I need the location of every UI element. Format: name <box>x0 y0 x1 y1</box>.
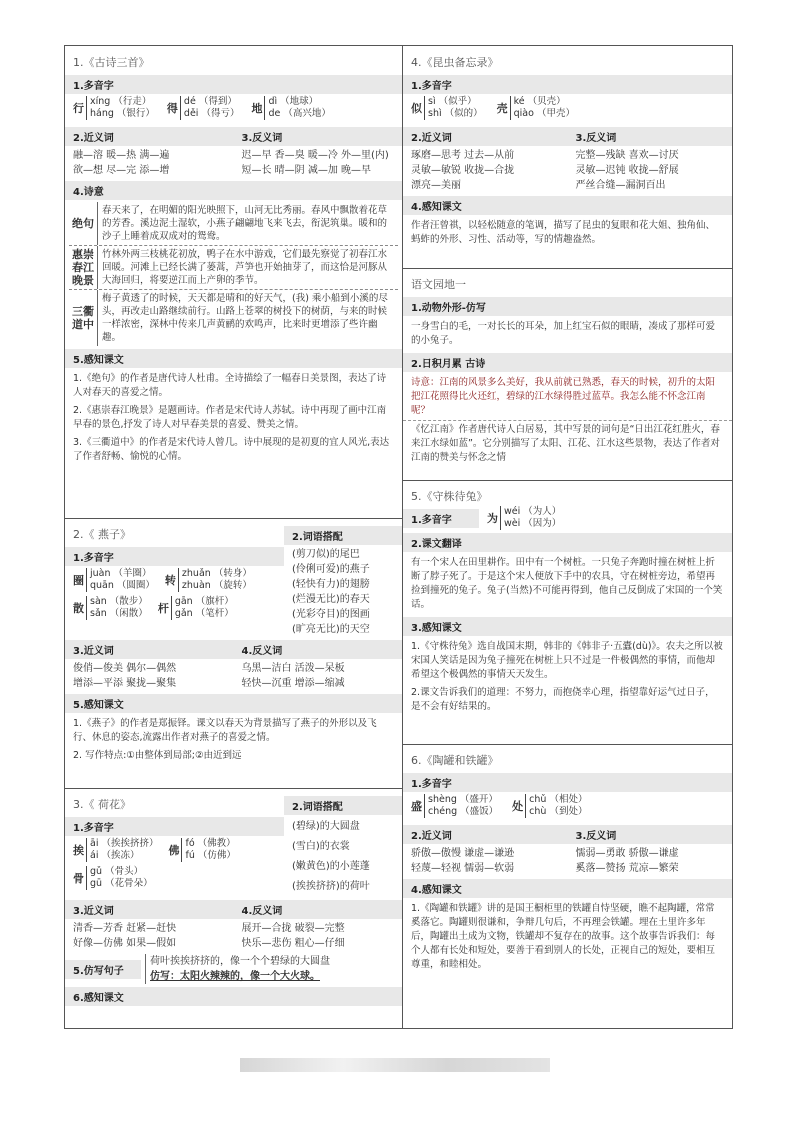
poly-item: 似 sì （似乎） shì （似的） <box>411 96 483 119</box>
collocation: (雪白)的衣裳 <box>292 841 350 852</box>
section-title: 5.《守株待兔》 <box>411 490 488 503</box>
heading-polyphone: 1.多音字 <box>403 509 479 528</box>
antonym-line: 迟—早 香—臭 暖—冷 外—里(内) <box>241 150 389 161</box>
poly-item: 处 chǔ （相处） chù （到处） <box>512 794 588 817</box>
section-hehua <box>65 788 402 1028</box>
poly-item: 转 zhuǎn （转身） zhuàn （旋转） <box>164 568 252 591</box>
section-gushi <box>65 46 402 519</box>
heading-polyphone: 1.多音字 <box>65 547 284 566</box>
heading-synonym: 2.近义词 <box>403 127 568 146</box>
collocation: (轻快有力)的翅膀 <box>292 579 370 590</box>
know-line: 3.《三衢道中》的作者是宋代诗人曾几。诗中展现的是初夏的宜人风光,表达了作者舒畅、愉悦的心情。 <box>73 437 390 462</box>
section-title: 语文园地一 <box>411 278 466 291</box>
heading-antonym: 4.反义词 <box>234 900 403 919</box>
poly-item: 行 xíng （行走） háng （银行） <box>73 96 155 119</box>
heading-polyphone: 1.多音字 <box>403 773 732 792</box>
antonym-line: 奚落—赞扬 荒凉—繁荣 <box>575 863 679 874</box>
section-title: 1.《古诗三首》 <box>73 56 150 69</box>
poem-body: 春天来了，在明媚的阳光映照下，山河无比秀丽。春风中飘散着花草的芳香。溪边泥土湿软，小燕子翩翩地飞来飞去，衔泥筑巢。暖和的沙子上睡着成双成对的鸳鸯。 <box>97 202 398 245</box>
heading-know: 5.感知课文 <box>65 694 402 713</box>
section-kunchong <box>403 46 732 269</box>
know-text: 1.《陶罐和铁罐》讲的是国王橱柜里的铁罐自恃坚硬，瞧不起陶罐，常常奚落它。陶罐则很谦和，争辩几句后，不再理会铁罐。埋在土里许多年后，陶罐出土成为文物，铁罐却不复存在的故事。这个故事告诉我们：每个人都有长处和短处，要善于看到别人的长处，正视自己的短处，要相互尊重，和睦相处。 <box>411 903 716 970</box>
poly-item: 散 sàn （散步） sǎn （闲散） <box>73 596 148 619</box>
heading-polyphone: 1.多音字 <box>65 75 402 94</box>
collocation: (挨挨挤挤)的荷叶 <box>292 881 370 892</box>
collocation: (碧绿)的大圆盘 <box>292 821 360 832</box>
antonym-line: 乌黑—洁白 活泼—呆板 <box>241 663 345 674</box>
right-column <box>403 46 732 1028</box>
section-yuwen-yuandi <box>403 268 732 481</box>
heading-polyphone: 1.多音字 <box>65 817 284 836</box>
section-shouzhudaitu <box>403 480 732 745</box>
antonym-line: 灵敏—迟钝 收拢—舒展 <box>575 165 679 176</box>
poem-title: 惠崇春江晚景 <box>72 248 94 287</box>
heading-collocation: 2.词语搭配 <box>284 526 402 545</box>
heading-know: 4.感知课文 <box>403 196 732 215</box>
antonym-line: 快乐—悲伤 粗心—仔细 <box>241 938 345 949</box>
poem-note: 《忆江南》作者唐代诗人白居易，其中写景的词句是“日出江花红胜火，春来江水绿如蓝”。它分别描写了太阳、江花、江水这些景物，表达了作者对江南的赞美与怀念之情 <box>403 420 732 467</box>
poly-item: 圈 juàn （羊圈） quān （圆圈） <box>73 568 155 591</box>
collocation: (伶俐可爱)的燕子 <box>292 564 370 575</box>
heading-imitation: 5.仿写句子 <box>65 960 141 979</box>
section-title: 2.《 燕子》 <box>73 528 131 541</box>
antonym-line: 展开—合拢 破裂—完整 <box>241 923 345 934</box>
collocation: (剪刀似)的尾巴 <box>292 549 360 560</box>
synonym-line: 欲—想 尽—完 添—增 <box>73 165 170 176</box>
poem-meaning: 诗意：江南的风景多么美好，我从前就已熟悉，春天的时候，初升的太阳把江花照得比火还红，碧绿的江水绿得胜过蓝草。我怎么能不怀念江南呢？ <box>411 377 716 416</box>
translation-text: 有一个宋人在田里耕作。田中有一个树桩。一只兔子奔跑时撞在树桩上折断了脖子死了。于是这个宋人便放下手中的农具，守在树桩旁边，希望再捡到撞死的兔子。兔子(当然)不可能再得到，他自己反倒成了宋国的一个笑话。 <box>411 557 723 610</box>
poly-item: 地 dì （地球） de （高兴地） <box>251 96 331 119</box>
heading-collocation: 2.词语搭配 <box>284 796 402 815</box>
antonym-line: 懦弱—勇敢 骄傲—谦虚 <box>575 848 679 859</box>
heading-polyphone: 1.多音字 <box>403 75 732 94</box>
poly-item: 挨 āi （挨挨挤挤） ái （挨冻） <box>73 838 159 861</box>
section-yanzi <box>65 518 402 789</box>
section-title: 4.《昆虫备忘录》 <box>411 56 499 69</box>
poly-item: 杆 gān （旗杆） gǎn （笔杆） <box>157 596 234 619</box>
synonym-line: 清香—芳香 赶紧—赶快 <box>73 923 177 934</box>
antonym-line: 完整—残缺 喜欢—讨厌 <box>575 150 679 161</box>
heading-know: 4.感知课文 <box>403 879 732 898</box>
antonym-line: 严丝合缝—漏洞百出 <box>575 180 666 191</box>
poly-item: 骨 gǔ （骨头） gū （花骨朵） <box>73 866 153 889</box>
section-taoguan <box>403 744 732 1028</box>
know-line: 2. 写作特点:①由整体到局部;②由近到远 <box>73 750 242 761</box>
synonym-line: 灵敏—敏锐 收拢—合拢 <box>411 165 515 176</box>
synonym-line: 俊俏—俊美 偶尔—偶然 <box>73 663 177 674</box>
poly-item: 为 wéi （为人） wèi （因为） <box>487 506 562 529</box>
antonym-line: 轻快—沉重 增添—缩减 <box>241 678 345 689</box>
poly-item: 佛 fó （佛教） fú （仿佛） <box>168 838 236 861</box>
know-line: 2.《惠崇春江晚景》是题画诗。作者是宋代诗人苏轼。诗中再现了画中江南早春的景色,抒发了诗人对早春美景的喜爱、赞美之情。 <box>73 405 387 430</box>
poem-title: 绝句 <box>72 217 94 230</box>
poly-item: 盛 shèng （盛开） chéng （盛饭） <box>411 794 499 817</box>
know-text: 作者汪曾祺，以轻松随意的笔调，描写了昆虫的复眼和花大姐、独角仙、蚂蚱的外形、习性、活动等，写的情趣盎然。 <box>411 220 716 245</box>
heading-antonym: 3.反义词 <box>568 825 733 844</box>
collocation: (旷亮无比)的天空 <box>292 624 370 635</box>
collocation: (嫩黄色)的小莲蓬 <box>292 861 370 872</box>
heading-synonym: 2.近义词 <box>65 127 234 146</box>
synonym-line: 漂亮—美丽 <box>411 180 461 191</box>
synonym-line: 融—溶 暖—热 满—遍 <box>73 150 170 161</box>
heading-synonym: 3.近义词 <box>65 640 234 659</box>
poly-item: 得 dé （得到） děi （得亏） <box>166 96 240 119</box>
heading-poem: 2.日积月累 古诗 <box>403 353 732 372</box>
heading-translation: 2.课文翻译 <box>403 533 732 552</box>
poly-item: 壳 ké （贝壳） qiào （甲壳） <box>496 96 575 119</box>
synonym-line: 骄傲—傲慢 谦虚—谦逊 <box>411 848 515 859</box>
poem-block <box>69 246 398 290</box>
know-line: 1.《燕子》的作者是郑振铎。课文以春天为背景描写了燕子的外形以及飞行、休息的姿态,流露出作者对燕子的喜爱之情。 <box>73 718 377 743</box>
know-line: 2.课文告诉我们的道理：不努力，而抱侥幸心理，指望靠好运气过日子，是不会有好结果的。 <box>411 687 715 712</box>
section-title: 3.《 荷花》 <box>73 798 131 811</box>
heading-imitation: 1.动物外形-仿写 <box>403 297 732 316</box>
poem-block <box>69 290 398 346</box>
synonym-line: 轻蔑—轻视 懦弱—软弱 <box>411 863 515 874</box>
heading-antonym: 3.反义词 <box>568 127 733 146</box>
heading-know: 3.感知课文 <box>403 617 732 636</box>
heading-synonym: 3.近义词 <box>65 900 234 919</box>
imitation-answer: 仿写：太阳火辣辣的，像一个大火球。 <box>150 971 320 982</box>
synonym-line: 增添—平添 聚拢—聚集 <box>73 678 177 689</box>
left-column <box>65 46 403 1028</box>
synonym-line: 好像—仿佛 如果—假如 <box>73 938 177 949</box>
poem-title: 三衢道中 <box>72 305 94 331</box>
imitation-source: 荷叶挨挨挤挤的，像一个个碧绿的大圆盘 <box>150 956 330 967</box>
collocation: (烂漫无比)的春天 <box>292 594 370 605</box>
worksheet-frame <box>64 45 733 1029</box>
heading-know: 6.感知课文 <box>65 987 402 1006</box>
antonym-line: 短—长 晴—阴 减—加 晚—早 <box>241 165 372 176</box>
heading-poem-meaning: 4.诗意 <box>65 181 402 200</box>
blurred-watermark <box>240 1058 550 1072</box>
heading-know: 5.感知课文 <box>65 349 402 368</box>
section-title: 6.《陶罐和铁罐》 <box>411 754 499 767</box>
collocation: (光彩夺目)的图画 <box>292 609 370 620</box>
poem-block <box>69 202 398 246</box>
heading-antonym: 3.反义词 <box>234 127 403 146</box>
poem-body: 竹林外两三枝桃花初放，鸭子在水中游戏，它们最先察觉了初春江水回暖。河滩上已经长满了蒌蒿，芦笋也开始抽芽了，而这恰是河豚从大海回归，将要逆江而上产卵的季节。 <box>97 246 398 289</box>
know-line: 1.《守株待兔》选自战国末期，韩非的《韩非子·五蠹(dù)》。农夫之所以被宋国人笑话是因为兔子撞死在树桩上只不过是一件极偶然的事情，而他却希望这个极偶然的事情天天发生。 <box>411 641 723 680</box>
imitation-text: 一身雪白的毛，一对长长的耳朵，加上红宝石似的眼睛，凑成了那样可爱的小兔子。 <box>411 321 716 346</box>
poem-body: 梅子黄透了的时候，天天都是晴和的好天气，(我) 乘小船到小溪的尽头，再改走山路继续前行。山路上苍翠的树投下的树荫，与来的时候一样浓密，深林中传来几声黄鹂的欢鸣声，比来时更增添了些许幽趣。 <box>97 290 398 346</box>
synonym-line: 琢磨—思考 过去—从前 <box>411 150 515 161</box>
heading-antonym: 4.反义词 <box>234 640 403 659</box>
heading-synonym: 2.近义词 <box>403 825 568 844</box>
know-line: 1.《绝句》的作者是唐代诗人杜甫。全诗描绘了一幅春日美景图，表达了诗人对春天的喜爱之情。 <box>73 373 387 398</box>
